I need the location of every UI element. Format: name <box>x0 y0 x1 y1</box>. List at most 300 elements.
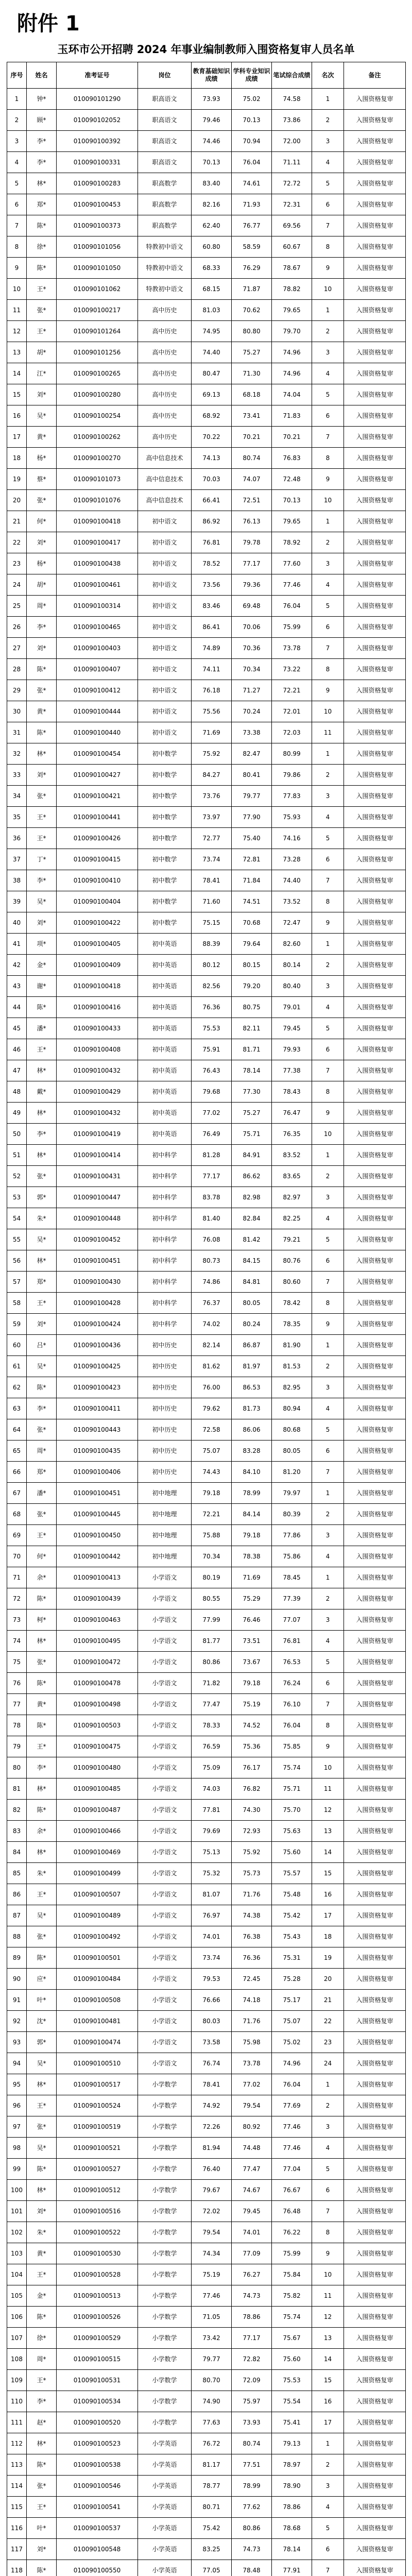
name-cell: 金* <box>27 955 57 976</box>
table-row <box>7 1884 406 1905</box>
position-cell: 高中历史 <box>138 384 192 405</box>
remark-cell: 入围资格复审 <box>344 173 406 194</box>
education-score-cell: 71.05 <box>192 2307 232 2328</box>
position-cell: 初中历史 <box>138 1335 192 1356</box>
subject-score-cell: 75.71 <box>232 1124 272 1145</box>
table-row <box>7 553 406 574</box>
subject-score-cell: 71.30 <box>232 363 272 384</box>
ticket-number-cell: 010090100528 <box>57 2264 138 2285</box>
subject-score-cell: 70.68 <box>232 912 272 934</box>
total-score-cell: 75.42 <box>272 1905 312 1926</box>
index-cell: 13 <box>7 342 27 363</box>
rank-cell: 14 <box>312 2349 344 2370</box>
ticket-number-cell: 010090100433 <box>57 1018 138 1039</box>
position-cell: 小学数学 <box>138 2328 192 2349</box>
index-cell: 56 <box>7 1250 27 1272</box>
education-score-cell: 68.92 <box>192 405 232 427</box>
education-score-cell: 80.03 <box>192 2011 232 2032</box>
position-cell: 初中英语 <box>138 934 192 955</box>
education-score-cell: 79.67 <box>192 2180 232 2201</box>
name-cell: 潘* <box>27 1018 57 1039</box>
remark-cell: 入围资格复审 <box>344 532 406 553</box>
rank-cell: 1 <box>312 2433 344 2454</box>
position-cell: 小学语文 <box>138 1969 192 1990</box>
subject-score-cell: 76.13 <box>232 511 272 532</box>
index-cell: 78 <box>7 1715 27 1736</box>
rank-cell: 4 <box>312 2497 344 2518</box>
total-score-cell: 78.86 <box>272 2497 312 2518</box>
rank-cell: 7 <box>312 1694 344 1715</box>
total-score-cell: 73.22 <box>272 659 312 680</box>
education-score-cell: 77.47 <box>192 1694 232 1715</box>
name-cell: 吴* <box>27 1905 57 1926</box>
table-row <box>7 701 406 722</box>
total-score-cell: 82.60 <box>272 934 312 955</box>
name-cell: 赵* <box>27 2412 57 2433</box>
remark-cell: 入围资格复审 <box>344 976 406 997</box>
table-row <box>7 659 406 680</box>
table-row <box>7 912 406 934</box>
subject-score-cell: 73.41 <box>232 405 272 427</box>
index-cell: 64 <box>7 1419 27 1440</box>
ticket-number-cell: 010090100466 <box>57 1821 138 1842</box>
name-cell: 张* <box>27 786 57 807</box>
index-cell: 41 <box>7 934 27 955</box>
total-score-cell: 72.21 <box>272 680 312 701</box>
rank-cell: 6 <box>312 1673 344 1694</box>
education-score-cell: 71.82 <box>192 1673 232 1694</box>
name-cell: 周* <box>27 1440 57 1462</box>
table-row <box>7 448 406 469</box>
total-score-cell: 75.71 <box>272 1778 312 1800</box>
name-cell: 林* <box>27 1631 57 1652</box>
position-cell: 小学语文 <box>138 1652 192 1673</box>
name-cell: 余* <box>27 1567 57 1588</box>
education-score-cell: 72.26 <box>192 2116 232 2138</box>
education-score-cell: 83.25 <box>192 2539 232 2560</box>
name-cell: 刘* <box>27 1314 57 1335</box>
name-cell: 刘* <box>27 532 57 553</box>
remark-cell: 入围资格复审 <box>344 1969 406 1990</box>
name-cell: 林* <box>27 1060 57 1081</box>
rank-cell: 6 <box>312 1440 344 1462</box>
subject-score-cell: 74.01 <box>232 2222 272 2243</box>
education-score-cell: 79.54 <box>192 2222 232 2243</box>
index-cell: 25 <box>7 596 27 617</box>
index-cell: 6 <box>7 194 27 215</box>
ticket-number-cell: 010090100431 <box>57 1166 138 1187</box>
ticket-number-cell: 010090100513 <box>57 2285 138 2307</box>
education-score-cell: 81.77 <box>192 1631 232 1652</box>
total-score-cell: 75.74 <box>272 2307 312 2328</box>
subject-score-cell: 81.71 <box>232 1039 272 1060</box>
index-cell: 77 <box>7 1694 27 1715</box>
position-cell: 初中科学 <box>138 1250 192 1272</box>
total-score-cell: 75.41 <box>272 2412 312 2433</box>
total-score-cell: 75.70 <box>272 1800 312 1821</box>
total-score-cell: 76.04 <box>272 1715 312 1736</box>
name-cell: 何* <box>27 511 57 532</box>
ticket-number-cell: 010090100438 <box>57 553 138 574</box>
name-cell: 杨* <box>27 553 57 574</box>
position-cell: 小学英语 <box>138 2433 192 2454</box>
index-cell: 109 <box>7 2370 27 2391</box>
total-score-cell: 80.40 <box>272 976 312 997</box>
rank-cell: 9 <box>312 912 344 934</box>
index-cell: 8 <box>7 236 27 258</box>
index-cell: 105 <box>7 2285 27 2307</box>
table-row <box>7 2454 406 2476</box>
attachment-heading: 附件 1 <box>17 12 80 36</box>
ticket-number-cell: 010090100426 <box>57 828 138 849</box>
education-score-cell: 74.02 <box>192 1314 232 1335</box>
education-score-cell: 80.19 <box>192 1567 232 1588</box>
index-cell: 16 <box>7 405 27 427</box>
table-header-row <box>7 62 406 89</box>
name-cell: 朱* <box>27 1863 57 1884</box>
education-score-cell: 74.89 <box>192 638 232 659</box>
table-row <box>7 2497 406 2518</box>
education-score-cell: 81.07 <box>192 1884 232 1905</box>
subject-score-cell: 58.59 <box>232 236 272 258</box>
remark-cell: 入围资格复审 <box>344 2476 406 2497</box>
index-cell: 49 <box>7 1103 27 1124</box>
subject-score-cell: 70.94 <box>232 131 272 152</box>
subject-score-cell: 75.36 <box>232 1736 272 1757</box>
index-cell: 81 <box>7 1778 27 1800</box>
subject-score-cell: 73.67 <box>232 1652 272 1673</box>
position-cell: 小学语文 <box>138 1736 192 1757</box>
education-score-cell: 78.52 <box>192 553 232 574</box>
name-cell: 陈* <box>27 258 57 279</box>
name-cell: 余* <box>27 1821 57 1842</box>
column-header-position: 岗位 <box>138 62 192 89</box>
name-cell: 李* <box>27 1398 57 1419</box>
index-cell: 114 <box>7 2476 27 2497</box>
total-score-cell: 82.95 <box>272 1377 312 1398</box>
education-score-cell: 74.13 <box>192 448 232 469</box>
education-score-cell: 73.97 <box>192 807 232 828</box>
total-score-cell: 77.38 <box>272 1060 312 1081</box>
remark-cell: 入围资格复审 <box>344 1673 406 1694</box>
subject-score-cell: 84.10 <box>232 1462 272 1483</box>
index-cell: 59 <box>7 1314 27 1335</box>
position-cell: 小学语文 <box>138 1567 192 1588</box>
index-cell: 53 <box>7 1187 27 1208</box>
index-cell: 107 <box>7 2328 27 2349</box>
total-score-cell: 80.94 <box>272 1398 312 1419</box>
total-score-cell: 75.84 <box>272 2264 312 2285</box>
candidate-table <box>7 62 406 2576</box>
position-cell: 小学英语 <box>138 2560 192 2576</box>
name-cell: 周* <box>27 596 57 617</box>
total-score-cell: 78.97 <box>272 2454 312 2476</box>
total-score-cell: 72.72 <box>272 173 312 194</box>
rank-cell: 16 <box>312 2391 344 2412</box>
position-cell: 初中地理 <box>138 1504 192 1525</box>
table-row <box>7 786 406 807</box>
ticket-number-cell: 010090100521 <box>57 2138 138 2159</box>
ticket-number-cell: 010090101264 <box>57 321 138 342</box>
ticket-number-cell: 010090100445 <box>57 1504 138 1525</box>
name-cell: 丁* <box>27 849 57 870</box>
total-score-cell: 75.63 <box>272 1821 312 1842</box>
name-cell: 陈* <box>27 997 57 1018</box>
ticket-number-cell: 010090100523 <box>57 2433 138 2454</box>
remark-cell: 入围资格复审 <box>344 2243 406 2264</box>
ticket-number-cell: 010090100444 <box>57 701 138 722</box>
subject-score-cell: 79.45 <box>232 2201 272 2222</box>
ticket-number-cell: 010090100439 <box>57 1588 138 1609</box>
education-score-cell: 77.17 <box>192 1166 232 1187</box>
index-cell: 73 <box>7 1609 27 1631</box>
table-row <box>7 2180 406 2201</box>
subject-score-cell: 84.91 <box>232 1145 272 1166</box>
subject-score-cell: 71.76 <box>232 2011 272 2032</box>
ticket-number-cell: 010090101256 <box>57 342 138 363</box>
rank-cell: 5 <box>312 2518 344 2539</box>
education-score-cell: 86.41 <box>192 617 232 638</box>
rank-cell: 7 <box>312 1272 344 1293</box>
name-cell: 王* <box>27 1884 57 1905</box>
education-score-cell: 79.68 <box>192 1081 232 1103</box>
position-cell: 初中英语 <box>138 997 192 1018</box>
table-row <box>7 1525 406 1546</box>
total-score-cell: 75.74 <box>272 1757 312 1778</box>
index-cell: 54 <box>7 1208 27 1229</box>
name-cell: 刘* <box>27 765 57 786</box>
subject-score-cell: 78.86 <box>232 2307 272 2328</box>
index-cell: 116 <box>7 2518 27 2539</box>
rank-cell: 1 <box>312 300 344 321</box>
position-cell: 职高语文 <box>138 89 192 110</box>
education-score-cell: 83.40 <box>192 173 232 194</box>
name-cell: 朱* <box>27 1208 57 1229</box>
name-cell: 应* <box>27 1969 57 1990</box>
name-cell: 林* <box>27 1842 57 1863</box>
index-cell: 23 <box>7 553 27 574</box>
ticket-number-cell: 010090100461 <box>57 574 138 596</box>
index-cell: 84 <box>7 1842 27 1863</box>
ticket-number-cell: 010090100373 <box>57 215 138 236</box>
position-cell: 小学数学 <box>138 2095 192 2116</box>
rank-cell: 3 <box>312 1525 344 1546</box>
remark-cell: 入围资格复审 <box>344 1842 406 1863</box>
total-score-cell: 78.67 <box>272 258 312 279</box>
position-cell: 小学语文 <box>138 1947 192 1969</box>
rank-cell: 9 <box>312 1314 344 1335</box>
name-cell: 谢* <box>27 976 57 997</box>
position-cell: 特教初中语文 <box>138 236 192 258</box>
table-row <box>7 1166 406 1187</box>
education-score-cell: 79.62 <box>192 1398 232 1419</box>
name-cell: 顾* <box>27 110 57 131</box>
ticket-number-cell: 010090101062 <box>57 279 138 300</box>
name-cell: 张* <box>27 1419 57 1440</box>
index-cell: 95 <box>7 2074 27 2095</box>
ticket-number-cell: 010090100520 <box>57 2412 138 2433</box>
position-cell: 高中历史 <box>138 405 192 427</box>
position-cell: 高中历史 <box>138 300 192 321</box>
ticket-number-cell: 010090100508 <box>57 1990 138 2011</box>
education-score-cell: 75.42 <box>192 2518 232 2539</box>
education-score-cell: 74.40 <box>192 342 232 363</box>
total-score-cell: 75.93 <box>272 807 312 828</box>
index-cell: 58 <box>7 1293 27 1314</box>
position-cell: 小学语文 <box>138 1715 192 1736</box>
ticket-number-cell: 010090100474 <box>57 2032 138 2053</box>
index-cell: 15 <box>7 384 27 405</box>
education-score-cell: 74.43 <box>192 1462 232 1483</box>
education-score-cell: 76.81 <box>192 532 232 553</box>
position-cell: 高中信息技术 <box>138 490 192 511</box>
table-row <box>7 2222 406 2243</box>
total-score-cell: 75.07 <box>272 2011 312 2032</box>
subject-score-cell: 72.09 <box>232 2370 272 2391</box>
ticket-number-cell: 010090100517 <box>57 2074 138 2095</box>
name-cell: 蔡* <box>27 469 57 490</box>
table-row <box>7 1483 406 1504</box>
subject-score-cell: 78.99 <box>232 1483 272 1504</box>
ticket-number-cell: 010090100416 <box>57 997 138 1018</box>
rank-cell: 5 <box>312 1652 344 1673</box>
index-cell: 57 <box>7 1272 27 1293</box>
remark-cell: 入围资格复审 <box>344 1377 406 1398</box>
remark-cell: 入围资格复审 <box>344 2180 406 2201</box>
total-score-cell: 79.21 <box>272 1229 312 1250</box>
index-cell: 62 <box>7 1377 27 1398</box>
education-score-cell: 76.37 <box>192 1293 232 1314</box>
education-score-cell: 79.53 <box>192 1969 232 1990</box>
name-cell: 郑* <box>27 194 57 215</box>
remark-cell: 入围资格复审 <box>344 1081 406 1103</box>
education-score-cell: 80.86 <box>192 1652 232 1673</box>
index-cell: 88 <box>7 1926 27 1947</box>
subject-score-cell: 74.52 <box>232 1715 272 1736</box>
ticket-number-cell: 010090100475 <box>57 1736 138 1757</box>
name-cell: 吕* <box>27 1335 57 1356</box>
position-cell: 初中语文 <box>138 553 192 574</box>
remark-cell: 入围资格复审 <box>344 1926 406 1947</box>
rank-cell: 7 <box>312 1060 344 1081</box>
education-score-cell: 70.22 <box>192 427 232 448</box>
table-row <box>7 1145 406 1166</box>
ticket-number-cell: 010090100524 <box>57 2095 138 2116</box>
name-cell: 林* <box>27 1103 57 1124</box>
rank-cell: 2 <box>312 110 344 131</box>
remark-cell: 入围资格复审 <box>344 1208 406 1229</box>
total-score-cell: 75.53 <box>272 2370 312 2391</box>
name-cell: 王* <box>27 1293 57 1314</box>
total-score-cell: 72.48 <box>272 469 312 490</box>
position-cell: 初中英语 <box>138 1039 192 1060</box>
rank-cell: 14 <box>312 1842 344 1863</box>
rank-cell: 7 <box>312 2201 344 2222</box>
remark-cell: 入围资格复审 <box>344 1272 406 1293</box>
name-cell: 李* <box>27 870 57 891</box>
remark-cell: 入围资格复审 <box>344 765 406 786</box>
remark-cell: 入围资格复审 <box>344 828 406 849</box>
remark-cell: 入围资格复审 <box>344 934 406 955</box>
index-cell: 71 <box>7 1567 27 1588</box>
name-cell: 郭* <box>27 2032 57 2053</box>
education-score-cell: 72.02 <box>192 2201 232 2222</box>
subject-score-cell: 75.73 <box>232 1863 272 1884</box>
total-score-cell: 72.01 <box>272 701 312 722</box>
rank-cell: 8 <box>312 2222 344 2243</box>
rank-cell: 1 <box>312 1335 344 1356</box>
education-score-cell: 75.88 <box>192 1525 232 1546</box>
education-score-cell: 76.08 <box>192 1229 232 1250</box>
position-cell: 初中数学 <box>138 743 192 765</box>
subject-score-cell: 75.29 <box>232 1588 272 1609</box>
remark-cell: 入围资格复审 <box>344 955 406 976</box>
table-row <box>7 1293 406 1314</box>
subject-score-cell: 79.78 <box>232 532 272 553</box>
name-cell: 黄* <box>27 701 57 722</box>
ticket-number-cell: 010090100463 <box>57 1609 138 1631</box>
total-score-cell: 74.96 <box>272 363 312 384</box>
remark-cell: 入围资格复审 <box>344 110 406 131</box>
education-score-cell: 74.46 <box>192 131 232 152</box>
index-cell: 12 <box>7 321 27 342</box>
ticket-number-cell: 010090100495 <box>57 1631 138 1652</box>
total-score-cell: 80.05 <box>272 1440 312 1462</box>
rank-cell: 9 <box>312 258 344 279</box>
name-cell: 柯* <box>27 1609 57 1631</box>
remark-cell: 入围资格复审 <box>344 258 406 279</box>
rank-cell: 4 <box>312 1398 344 1419</box>
position-cell: 小学英语 <box>138 2454 192 2476</box>
subject-score-cell: 72.93 <box>232 1821 272 1842</box>
position-cell: 小学数学 <box>138 2138 192 2159</box>
remark-cell: 入围资格复审 <box>344 743 406 765</box>
education-score-cell: 66.41 <box>192 490 232 511</box>
name-cell: 陈* <box>27 659 57 680</box>
subject-score-cell: 79.18 <box>232 1673 272 1694</box>
remark-cell: 入围资格复审 <box>344 2349 406 2370</box>
index-cell: 45 <box>7 1018 27 1039</box>
position-cell: 小学数学 <box>138 2349 192 2370</box>
index-cell: 110 <box>7 2391 27 2412</box>
remark-cell: 入围资格复审 <box>344 2095 406 2116</box>
rank-cell: 8 <box>312 1715 344 1736</box>
index-cell: 83 <box>7 1821 27 1842</box>
rank-cell: 5 <box>312 596 344 617</box>
subject-score-cell: 75.97 <box>232 2391 272 2412</box>
subject-score-cell: 76.04 <box>232 152 272 173</box>
rank-cell: 6 <box>312 194 344 215</box>
total-score-cell: 72.31 <box>272 194 312 215</box>
remark-cell: 入围资格复审 <box>344 1694 406 1715</box>
index-cell: 66 <box>7 1462 27 1483</box>
subject-score-cell: 74.73 <box>232 2285 272 2307</box>
name-cell: 郑* <box>27 1272 57 1293</box>
remark-cell: 入围资格复审 <box>344 2518 406 2539</box>
total-score-cell: 76.10 <box>272 1694 312 1715</box>
education-score-cell: 79.69 <box>192 1821 232 1842</box>
name-cell: 朱* <box>27 2222 57 2243</box>
position-cell: 小学语文 <box>138 2032 192 2053</box>
education-score-cell: 68.33 <box>192 258 232 279</box>
index-cell: 75 <box>7 1652 27 1673</box>
total-score-cell: 74.96 <box>272 2053 312 2074</box>
ticket-number-cell: 010090101076 <box>57 490 138 511</box>
remark-cell: 入围资格复审 <box>344 680 406 701</box>
rank-cell: 8 <box>312 659 344 680</box>
ticket-number-cell: 010090100510 <box>57 2053 138 2074</box>
position-cell: 小学英语 <box>138 2539 192 2560</box>
